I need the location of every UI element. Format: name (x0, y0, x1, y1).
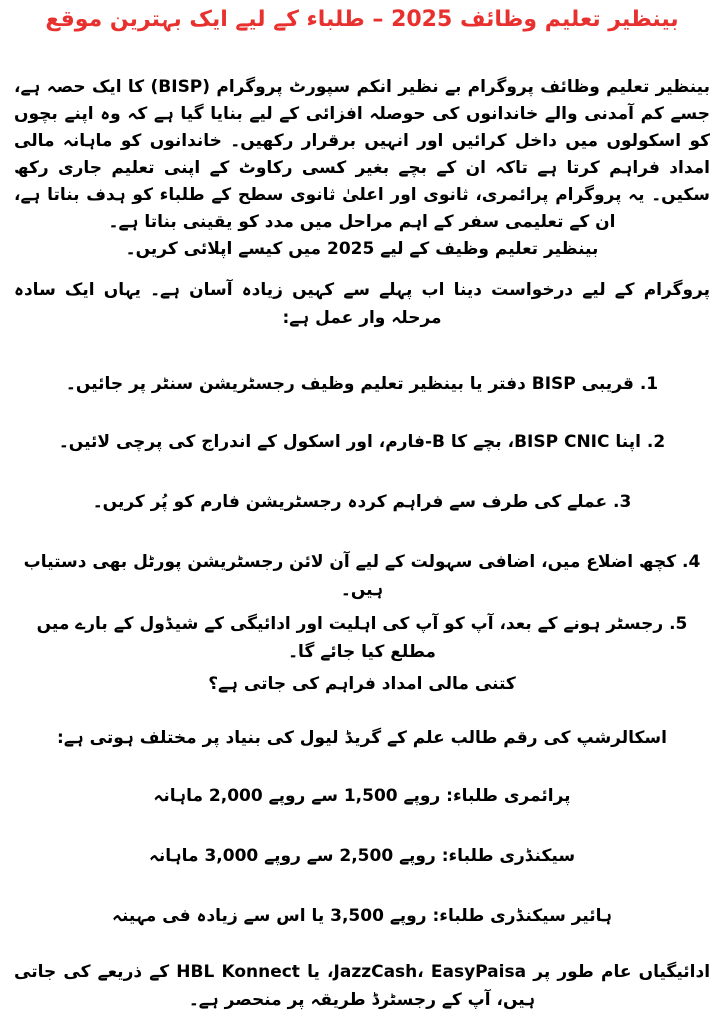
amount-intro: اسکالرشپ کی رقم طالب علم کے گریڈ لیول کی بنیاد پر مختلف ہوتی ہے: (57, 728, 667, 748)
amount-item: ہائیر سیکنڈری طلباء: روپے 3,500 یا اس سے زیادہ فی مہینہ (112, 906, 612, 926)
step-item: 5. رجسٹر ہونے کے بعد، آپ کو آپ کی اہلیت اور ادائیگی کے شیڈول کے بارے میں مطلع کیا جائے گا۔ (36, 614, 688, 662)
application-intro: پروگرام کے لیے درخواست دینا اب پہلے سے کہیں زیادہ آسان ہے۔ یہاں ایک سادہ مرحلہ وار عمل ہے: (14, 280, 710, 328)
apply-subheading: بینظیر تعلیم وظیف کے لیے 2025 میں کیسے اپلائی کریں۔ (125, 239, 599, 259)
amount-item: پرائمری طلباء: روپے 1,500 سے روپے 2,000 ماہانہ (153, 786, 571, 806)
amount-heading: کتنی مالی امداد فراہم کی جاتی ہے؟ (208, 674, 516, 694)
intro-block (14, 74, 710, 263)
step-item: 4. کچھ اضلاع میں، اضافی سہولت کے لیے آن لائن رجسٹریشن پورٹل بھی دستیاب ہیں۔ (23, 552, 701, 600)
amount-item: سیکنڈری طلباء: روپے 2,500 سے روپے 3,000 ماہانہ (148, 846, 576, 866)
step-item: 3. عملے کی طرف سے فراہم کردہ رجسٹریشن فارم کو پُر کریں۔ (92, 492, 632, 512)
intro-paragraph: بینظیر تعلیم وظائف پروگرام بے نظیر انکم سپورٹ پروگرام (BISP) کا ایک حصہ ہے، جسے کم آمدنی والے خاندانوں کی حوصلہ افزائی کے لیے بنایا گیا ہے کہ وہ اپنے بچوں کو اسکولوں میں داخل کرائیں اور انہیں برقرار رکھیں۔ خاندانوں کو ماہانہ مالی امداد فراہم کرتا ہے تاکہ ان کے بچے بغیر کسی رکاوٹ کے اپنی تعلیم جاری رکھ سکیں۔ یہ پروگرام پرائمری، ثانوی اور اعلیٰ ثانوی سطح کے طلباء کو ہدف بناتا ہے، ان کے تعلیمی سفر کے اہم مراحل میں مدد کو یقینی بناتا ہے۔ (14, 77, 710, 232)
step-item: 1. قریبی BISP دفتر یا بینظیر تعلیم وظیف رجسٹریشن سنٹر پر جائیں۔ (65, 374, 659, 394)
article-title: بینظیر تعلیم وظائف 2025 – طلباء کے لیے ایک بہترین موقع (45, 7, 679, 32)
step-item: 2. اپنا BISP CNIC، بچے کا B-فارم، اور اسکول کے اندراج کی پرچی لائیں۔ (58, 432, 666, 452)
payment-note: ادائیگیاں عام طور پر JazzCash، EasyPaisa، یا HBL Konnect کے ذریعے کی جاتی ہیں، آپ کے رجسٹرڈ طریقہ پر منحصر ہے۔ (14, 962, 711, 1010)
